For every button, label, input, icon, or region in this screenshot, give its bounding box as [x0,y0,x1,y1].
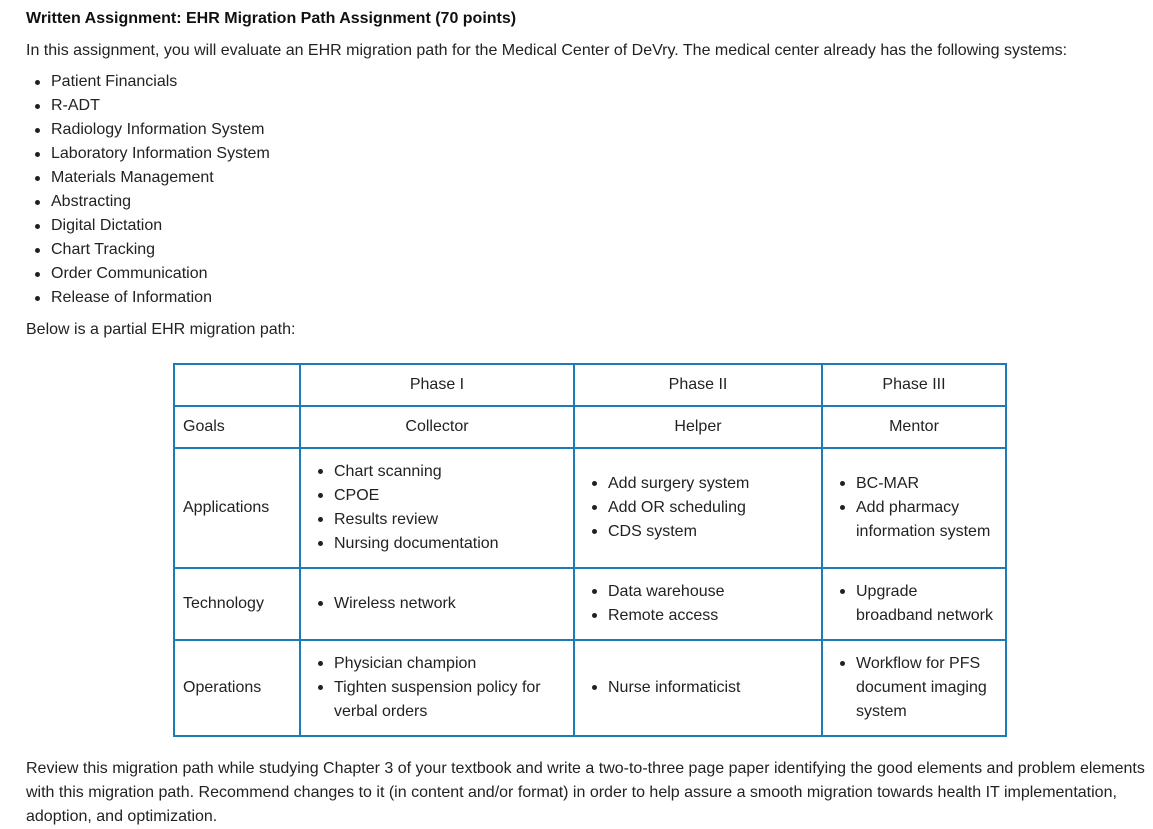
list-item: Add pharmacy information system [856,496,997,544]
goals-phase-1: Collector [300,406,574,448]
intro-paragraph: In this assignment, you will evaluate an EHR migration path for the Medical Center of DeVry. The medical center already has the following systems: [26,42,1068,59]
list-item: R-ADT [51,95,270,119]
operations-phase-1 [300,640,574,736]
assignment-title: Written Assignment: EHR Migration Path Assignment (70 points) [26,10,517,27]
table-row-operations [174,640,1006,736]
existing-systems-list [26,71,270,311]
row-label-operations: Operations [174,640,300,736]
table-header-row [174,364,1006,406]
list-item: CPOE [334,484,565,508]
applications-phase-3 [822,448,1006,568]
list-item: Laboratory Information System [51,143,270,167]
list-item: Remote access [608,604,813,628]
list-item: Release of Information [51,287,270,311]
list-item: Physician champion [334,652,565,676]
list-item: Workflow for PFS document imaging system [856,652,997,724]
list-item: Radiology Information System [51,119,270,143]
technology-phase-1 [300,568,574,640]
header-phase-2: Phase II [574,364,822,406]
migration-path-intro: Below is a partial EHR migration path: [26,321,296,338]
applications-phase-2 [574,448,822,568]
header-phase-3: Phase III [822,364,1006,406]
applications-phase-1 [300,448,574,568]
list-item: Tighten suspension policy for verbal orders [334,676,565,724]
row-label-goals: Goals [174,406,300,448]
list-item: Chart Tracking [51,239,270,263]
header-cell-empty [174,364,300,406]
operations-phase-2 [574,640,822,736]
row-label-technology: Technology [174,568,300,640]
table-row-goals [174,406,1006,448]
list-item: Add OR scheduling [608,496,813,520]
list-item: Upgrade broadband network [856,580,997,628]
goals-phase-2: Helper [574,406,822,448]
instructions-paragraph: Review this migration path while studying Chapter 3 of your textbook and write a two-to-three page paper identifying the good elements and problem elements with this migration path. Recommend changes to it (in content and/or format) in order to help assure a smooth migration towards health IT implementation, adoption, and optimization. [26,760,1145,825]
list-item: BC-MAR [856,472,997,496]
list-item: Patient Financials [51,71,270,95]
list-item: Nursing documentation [334,532,565,556]
list-item: Wireless network [334,592,565,616]
technology-phase-2 [574,568,822,640]
list-item: Results review [334,508,565,532]
list-item: Nurse informaticist [608,676,813,700]
list-item: CDS system [608,520,813,544]
table-row-technology [174,568,1006,640]
list-item: Add surgery system [608,472,813,496]
migration-path-table [173,363,1007,737]
table-row-applications [174,448,1006,568]
list-item: Abstracting [51,191,270,215]
list-item: Digital Dictation [51,215,270,239]
list-item: Materials Management [51,167,270,191]
list-item: Data warehouse [608,580,813,604]
row-label-applications: Applications [174,448,300,568]
operations-phase-3 [822,640,1006,736]
header-phase-1: Phase I [300,364,574,406]
list-item: Order Communication [51,263,270,287]
list-item: Chart scanning [334,460,565,484]
technology-phase-3 [822,568,1006,640]
goals-phase-3: Mentor [822,406,1006,448]
